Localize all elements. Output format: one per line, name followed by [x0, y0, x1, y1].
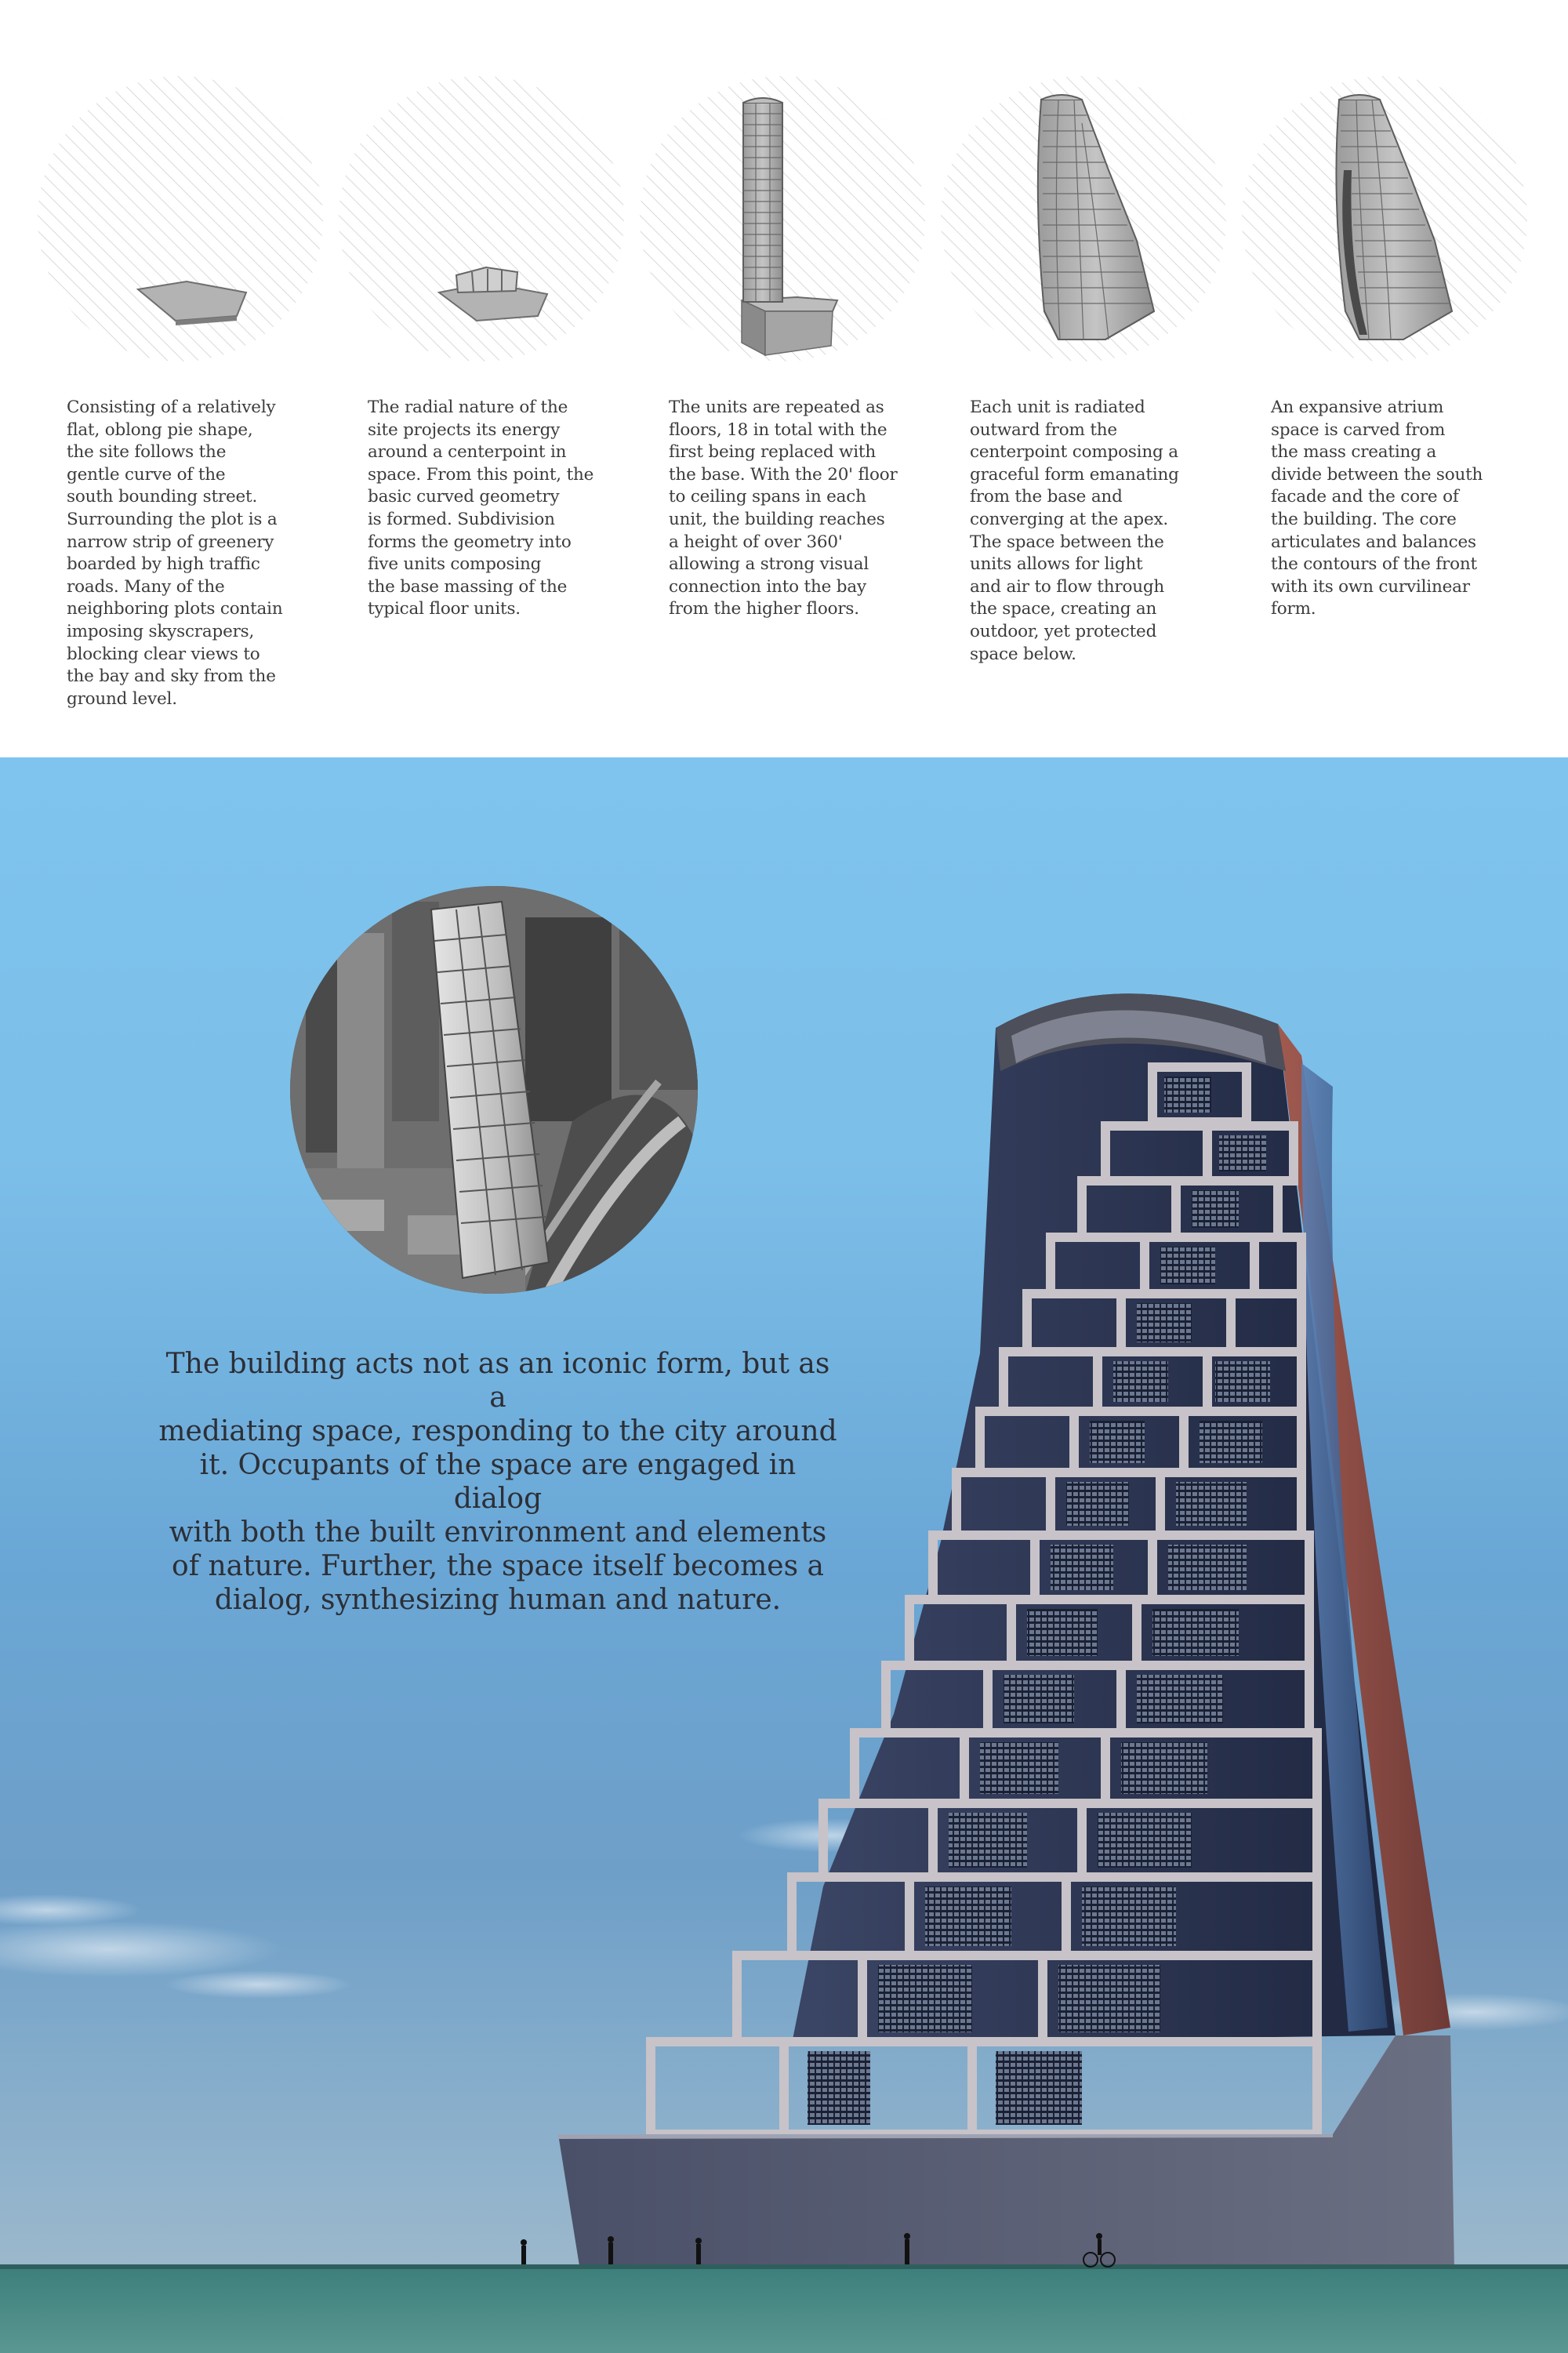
step-4-description: Each unit is radiated outward from the centerpoint composing a graceful form emanating from the base and converging at the apex. The space between the units allows for light and air to flow through the space, creating an outdoor, yet protected space below. [970, 398, 1179, 664]
subdivision-diagram [339, 76, 624, 361]
tower-rendering [0, 757, 1568, 2353]
massing-diagram-section [0, 0, 1568, 757]
step-3-description: The units are repeated as floors, 18 in total with the first being replaced with the base. With the 20' floor to ceiling spans in each unit, the building reaches a height of over 360' allowing a strong visual connection into the bay from the higher floors. [669, 398, 898, 619]
radiated-units-diagram [941, 76, 1226, 361]
step-2-description: The radial nature of the site projects its energy around a centerpoint in space. From this point, the basic curved geometry is formed. Subdivision forms the geometry into five units composing the base massing of the typical floor units. [368, 398, 594, 619]
atrium-diagram [1242, 76, 1527, 361]
step-1-description: Consisting of a relatively flat, oblong pie shape, the site follows the gentle curve of the south bounding street. Surrounding the plot is a narrow strip of greenery boarded by high traffic roads. Many of the neighboring plots contain imposing skyscrapers, blocking clear views to the bay and sky from the ground level. [67, 398, 283, 709]
stacked-floors-diagram [640, 76, 925, 361]
site-diagram [38, 76, 323, 361]
step-5-description: An expansive atrium space is carved from the mass creating a divide between the south facade and the core of the building. The core articulates and balances the contours of the front with its own curvilinear form. [1271, 398, 1483, 619]
design-statement: The building acts not as an iconic form, but as a mediating space, responding to the city around it. Occupants of the space are engaged in dialog with both the built environment and elements of nature. Further, the space itself becomes a dialog, synthesizing human and nature. [158, 1348, 837, 1616]
